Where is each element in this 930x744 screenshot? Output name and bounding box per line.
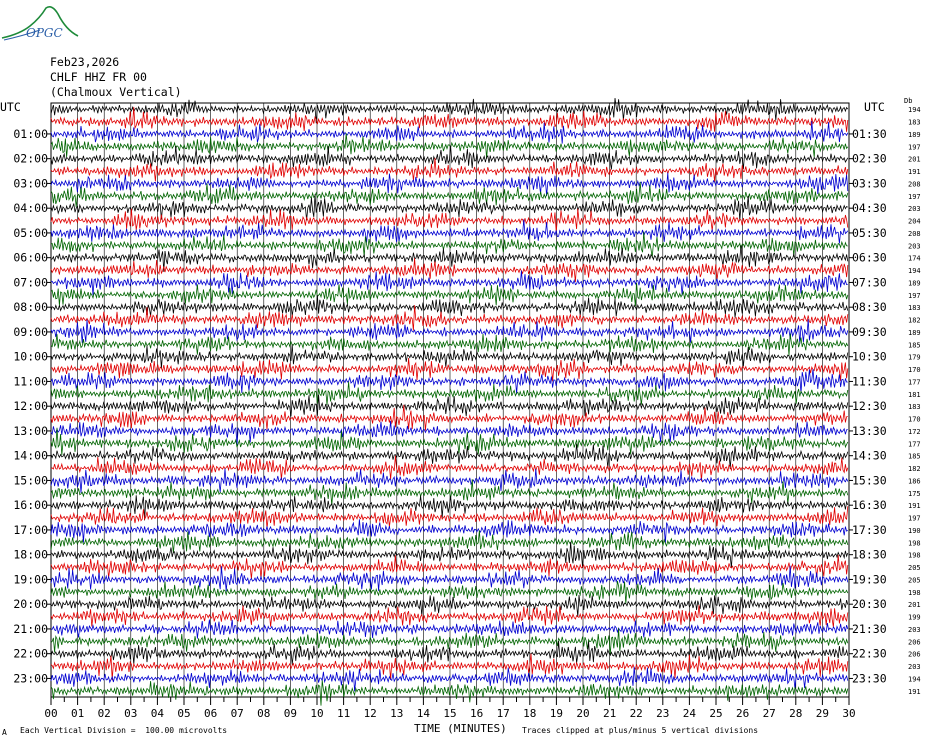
x-tick-label: 04 [150, 707, 165, 720]
trace-db-label: 172 [908, 427, 921, 436]
hour-label-right: 05:30 [852, 225, 887, 240]
x-tick-label: 00 [44, 707, 58, 720]
hour-label-left: 12:00 [13, 399, 48, 414]
trace-db-label: 208 [908, 180, 921, 189]
trace-39 [51, 581, 848, 604]
utc-right-label: UTC [864, 100, 885, 114]
trace-db-label: 205 [908, 576, 921, 585]
hour-label-right: 04:30 [852, 201, 887, 216]
trace-db-label: 199 [908, 613, 921, 622]
x-tick-label: 15 [443, 707, 457, 720]
hour-label-left: 02:00 [13, 151, 48, 166]
trace-16 [51, 295, 848, 317]
x-tick-label: 30 [842, 707, 856, 720]
x-tick-label: 27 [762, 707, 776, 720]
x-tick-label: 17 [496, 707, 510, 720]
hour-label-right: 20:30 [852, 597, 887, 612]
trace-db-label: 183 [908, 304, 921, 313]
trace-db-label: 197 [908, 291, 921, 300]
trace-db-label: 198 [908, 551, 921, 560]
scale-note: Each Vertical Division = 100.00 microvolts [20, 726, 228, 735]
hour-label-left: 20:00 [13, 597, 48, 612]
trace-db-label: 182 [908, 465, 921, 474]
trace-19 [51, 334, 848, 356]
trace-db-label: 182 [908, 316, 921, 325]
hour-label-left: 14:00 [13, 448, 48, 463]
x-tick-label: 24 [682, 707, 697, 720]
trace-db-label: 177 [908, 378, 921, 387]
x-tick-label: 18 [523, 707, 537, 720]
trace-db-label: 181 [908, 390, 921, 399]
hour-label-left: 11:00 [13, 374, 48, 389]
db-label: Db [904, 97, 913, 105]
trace-10 [51, 219, 848, 243]
x-tick-label: 06 [203, 707, 218, 720]
hour-label-left: 04:00 [13, 201, 48, 216]
x-tick-label: 20 [576, 707, 590, 720]
trace-db-label: 198 [908, 588, 921, 597]
trace-db-label: 198 [908, 539, 921, 548]
x-tick-label: 14 [416, 707, 431, 720]
trace-db-label: 203 [908, 625, 921, 634]
trace-db-label: 201 [908, 155, 921, 164]
trace-db-label: 174 [908, 254, 921, 263]
hour-label-right: 23:30 [852, 671, 887, 686]
trace-db-label: 191 [908, 168, 921, 177]
trace-db-label: 185 [908, 341, 921, 350]
hour-label-right: 13:30 [852, 423, 887, 438]
trace-26 [51, 421, 848, 445]
x-tick-label: 08 [257, 707, 271, 720]
x-tick-label: 21 [602, 707, 617, 720]
hour-label-right: 07:30 [852, 275, 887, 290]
x-tick-label: 10 [310, 707, 324, 720]
trace-db-label: 189 [908, 328, 921, 337]
hour-label-right: 02:30 [852, 151, 887, 166]
trace-23 [51, 382, 848, 405]
x-tick-label: 11 [336, 707, 351, 720]
trace-db-label: 197 [908, 514, 921, 523]
x-tick-label: 19 [549, 707, 564, 720]
hour-label-left: 06:00 [13, 250, 48, 265]
hour-label-right: 11:30 [852, 374, 887, 389]
hour-label-left: 07:00 [13, 275, 48, 290]
trace-db-label: 191 [908, 502, 921, 511]
hour-label-left: 13:00 [13, 423, 48, 438]
trace-db-label: 177 [908, 440, 921, 449]
station-name: (Chalmoux Vertical) [50, 85, 182, 99]
trace-db-label: 183 [908, 403, 921, 412]
trace-db-label: 204 [908, 217, 921, 226]
trace-db-label: 179 [908, 353, 921, 362]
trace-db-label: 203 [908, 242, 921, 251]
trace-31 [51, 479, 848, 506]
utc-left-label: UTC [0, 100, 21, 114]
trace-db-label: 170 [908, 366, 921, 375]
x-tick-label: 28 [789, 707, 803, 720]
trace-db-label: 194 [908, 106, 921, 115]
trace-12 [51, 245, 848, 271]
x-tick-label: 13 [390, 707, 404, 720]
trace-db-label: 194 [908, 675, 921, 684]
hour-label-right: 19:30 [852, 572, 887, 587]
x-tick-label: 16 [469, 707, 484, 720]
trace-db-label: 208 [908, 229, 921, 238]
trace-21 [51, 358, 848, 381]
trace-db-label: 183 [908, 118, 921, 127]
trace-db-label: 190 [908, 526, 921, 535]
trace-db-label: 170 [908, 415, 921, 424]
trace-13 [51, 258, 848, 282]
trace-db-label: 197 [908, 192, 921, 201]
hour-label-left: 17:00 [13, 522, 48, 537]
hour-label-right: 10:30 [852, 349, 887, 364]
trace-db-label: 206 [908, 638, 921, 647]
trace-db-label: 201 [908, 601, 921, 610]
x-axis-title: TIME (MINUTES) [414, 722, 507, 735]
x-tick-label: 07 [230, 707, 244, 720]
x-tick-label: 23 [656, 707, 670, 720]
x-tick-label: 02 [97, 707, 111, 720]
x-tick-label: 09 [283, 707, 298, 720]
hour-label-right: 01:30 [852, 126, 887, 141]
trace-db-label: 189 [908, 130, 921, 139]
trace-db-label: 197 [908, 143, 921, 152]
hour-label-right: 15:30 [852, 473, 887, 488]
trace-3 [51, 133, 848, 159]
trace-6 [51, 173, 848, 196]
trace-db-label: 206 [908, 650, 921, 659]
x-tick-label: 03 [124, 707, 138, 720]
trace-5 [51, 158, 848, 182]
x-tick-label: 26 [735, 707, 750, 720]
hour-label-left: 19:00 [13, 572, 48, 587]
x-tick-label: 05 [177, 707, 191, 720]
x-tick-label: 22 [629, 707, 643, 720]
footer-mark: A [2, 728, 7, 737]
x-tick-label: 25 [709, 707, 723, 720]
trace-40 [51, 595, 848, 617]
traces [51, 98, 848, 706]
trace-42 [51, 620, 848, 639]
trace-db-label: 205 [908, 564, 921, 573]
trace-db-label: 191 [908, 687, 921, 696]
station-label: CHLF HHZ FR 00 [50, 70, 147, 84]
trace-db-label: 189 [908, 279, 921, 288]
trace-20 [51, 344, 848, 368]
x-tick-label: 29 [815, 707, 830, 720]
hour-label-right: 06:30 [852, 250, 887, 265]
hour-label-left: 03:00 [13, 176, 48, 191]
hour-label-right: 08:30 [852, 300, 887, 315]
hour-label-left: 23:00 [13, 671, 48, 686]
hour-label-left: 08:00 [13, 300, 48, 315]
trace-db-label: 203 [908, 663, 921, 672]
hour-label-right: 12:30 [852, 399, 887, 414]
trace-db-label: 175 [908, 489, 921, 498]
trace-db-label: 203 [908, 205, 921, 214]
hour-label-right: 21:30 [852, 621, 887, 636]
hour-label-right: 14:30 [852, 448, 887, 463]
hour-label-right: 03:30 [852, 176, 887, 191]
clip-note: Traces clipped at plus/minus 5 vertical divisions [522, 726, 759, 735]
trace-db-label: 185 [908, 452, 921, 461]
trace-41 [51, 605, 848, 627]
hour-label-left: 22:00 [13, 646, 48, 661]
x-tick-label: 12 [363, 707, 377, 720]
trace-33 [51, 506, 848, 528]
hour-label-right: 09:30 [852, 324, 887, 339]
hour-label-left: 05:00 [13, 225, 48, 240]
hour-label-left: 18:00 [13, 547, 48, 562]
hour-label-left: 21:00 [13, 621, 48, 636]
hour-label-right: 18:30 [852, 547, 887, 562]
date-label: Feb23,2026 [50, 55, 120, 69]
hour-label-left: 15:00 [13, 473, 48, 488]
trace-1 [51, 107, 848, 132]
hour-label-left: 01:00 [13, 126, 48, 141]
x-tick-label: 01 [70, 707, 85, 720]
trace-8 [51, 194, 848, 220]
trace-36 [51, 542, 848, 568]
hour-label-left: 09:00 [13, 324, 48, 339]
hour-label-left: 16:00 [13, 498, 48, 513]
hour-label-left: 10:00 [13, 349, 48, 364]
trace-44 [51, 641, 848, 665]
trace-db-label: 194 [908, 267, 921, 276]
trace-4 [51, 146, 848, 170]
hour-label-right: 22:30 [852, 646, 887, 661]
trace-db-label: 186 [908, 477, 921, 486]
hour-label-right: 17:30 [852, 522, 887, 537]
logo-text: OPGC [26, 26, 63, 40]
hour-label-right: 16:30 [852, 498, 887, 513]
